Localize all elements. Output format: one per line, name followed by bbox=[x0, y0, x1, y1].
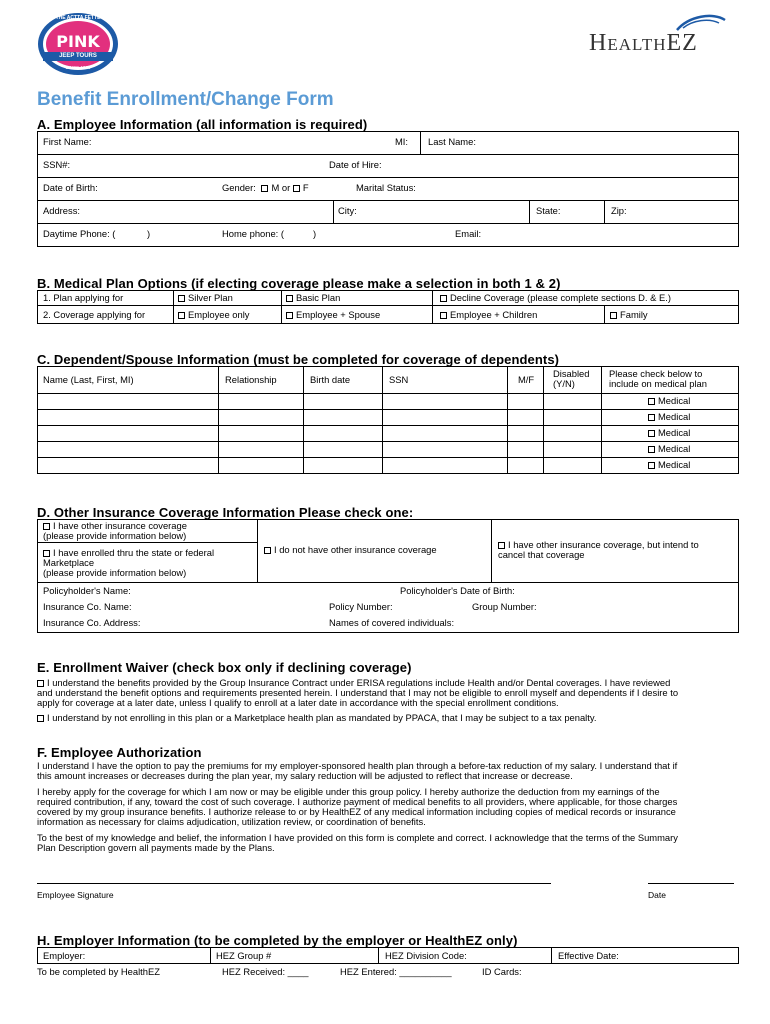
marketplace-label-2: Marketplace bbox=[43, 557, 95, 568]
gender-m-checkbox[interactable] bbox=[261, 185, 268, 192]
hez-received-field[interactable]: HEZ Received: ____ bbox=[222, 966, 309, 977]
coverage-applying-label: 2. Coverage applying for bbox=[43, 309, 146, 320]
employee-only-checkbox[interactable] bbox=[178, 312, 185, 319]
date-line[interactable] bbox=[648, 883, 734, 884]
authorization-p2-l4: information as necessary for claims adjudication, utilization review, or coordination of benefits. bbox=[37, 816, 426, 827]
decline-coverage-checkbox[interactable] bbox=[440, 295, 447, 302]
gender-f-label: F bbox=[302, 182, 309, 193]
medical-checkbox-4[interactable] bbox=[648, 446, 655, 453]
basic-plan-option[interactable] bbox=[286, 292, 340, 303]
header-relationship: Relationship bbox=[225, 374, 277, 385]
marketplace-label: I have enrolled thru the state or federal bbox=[53, 547, 215, 558]
header-disabled-yn: (Y/N) bbox=[553, 378, 575, 389]
decline-coverage-label: Decline Coverage (please complete sections D. & E.) bbox=[450, 292, 671, 303]
hez-group-field[interactable]: HEZ Group # bbox=[216, 950, 272, 961]
medical-checkbox-1[interactable] bbox=[648, 398, 655, 405]
cancel-coverage-label: I have other insurance coverage, but intend to bbox=[508, 539, 699, 550]
mi-field[interactable]: MI: bbox=[395, 136, 409, 147]
gender-label: Gender: bbox=[222, 182, 256, 193]
header-mf: M/F bbox=[518, 374, 535, 385]
hez-entered-field[interactable]: HEZ Entered: __________ bbox=[340, 966, 452, 977]
daytime-phone-field[interactable]: Daytime Phone: ( bbox=[43, 228, 116, 239]
signature-label: Employee Signature bbox=[37, 890, 114, 900]
no-other-coverage-checkbox[interactable] bbox=[264, 547, 271, 554]
hez-division-field[interactable]: HEZ Division Code: bbox=[385, 950, 467, 961]
medical-label-4: Medical bbox=[658, 443, 691, 454]
medical-label-5: Medical bbox=[658, 459, 691, 470]
no-other-coverage-label: I do not have other insurance coverage bbox=[274, 544, 437, 555]
zip-field[interactable]: Zip: bbox=[611, 205, 627, 216]
medical-checkbox-5[interactable] bbox=[648, 462, 655, 469]
other-coverage-checkbox[interactable] bbox=[43, 523, 50, 530]
medical-label-3: Medical bbox=[658, 427, 691, 438]
home-phone-close: ) bbox=[313, 228, 317, 239]
date-of-hire-field[interactable]: Date of Hire: bbox=[329, 159, 382, 170]
cancel-coverage-label-2: cancel that coverage bbox=[498, 549, 585, 560]
covered-individuals-field[interactable]: Names of covered individuals: bbox=[329, 617, 455, 628]
id-cards-field[interactable]: ID Cards: bbox=[482, 966, 522, 977]
header-ssn: SSN bbox=[389, 374, 409, 385]
employer-field[interactable]: Employer: bbox=[43, 950, 86, 961]
ssn-field[interactable]: SSN#: bbox=[43, 159, 71, 170]
authorization-p2-l2: required contribution, if any, toward the cost of such coverage. I authorize payment of medical benefits to all providers, where applicable, for those charges bbox=[37, 796, 678, 807]
waiver-text-2: I understand by not enrolling in this plan or a Marketplace health plan as mandated by PPACA, that I may be subject to a tax penalty. bbox=[47, 712, 597, 723]
decline-coverage-option[interactable] bbox=[440, 292, 671, 303]
daytime-phone-close: ) bbox=[147, 228, 151, 239]
pink-logo-main-text: PINK bbox=[56, 32, 100, 51]
other-coverage-note: (please provide information below) bbox=[43, 530, 187, 541]
silver-plan-label: Silver Plan bbox=[188, 292, 233, 303]
waiver-option-2[interactable] bbox=[37, 712, 596, 723]
medical-label-1: Medical bbox=[658, 395, 691, 406]
waiver-text-1b: and understand the benefit options and requirements presented herein. I understand that I may not be eligible to enroll myself and dependents if I desire to bbox=[37, 687, 679, 698]
date-label: Date bbox=[648, 890, 666, 900]
pink-jeep-logo bbox=[37, 12, 119, 76]
waiver-checkbox-2[interactable] bbox=[37, 715, 44, 722]
state-field[interactable]: State: bbox=[536, 205, 561, 216]
gender-field bbox=[222, 182, 309, 193]
waiver-text-1c: apply for coverage at a later date, unless I qualify to enroll at a later date in accordance with the special enrollment conditions. bbox=[37, 697, 559, 708]
family-option[interactable] bbox=[610, 309, 648, 320]
pink-logo-sub-text: JEEP TOURS bbox=[59, 53, 97, 59]
healthez-logo-text: HealthEZ bbox=[589, 30, 698, 56]
employee-children-label: Employee + Children bbox=[450, 309, 538, 320]
medical-option-1[interactable] bbox=[648, 395, 690, 406]
no-other-coverage-option[interactable] bbox=[264, 544, 437, 555]
healthez-logo bbox=[585, 14, 735, 56]
family-checkbox[interactable] bbox=[610, 312, 617, 319]
basic-plan-label: Basic Plan bbox=[296, 292, 341, 303]
section-d-heading: D. Other Insurance Coverage Information Please check one: bbox=[37, 505, 414, 520]
family-label: Family bbox=[620, 309, 648, 320]
employee-children-checkbox[interactable] bbox=[440, 312, 447, 319]
marital-status-field[interactable]: Marital Status: bbox=[356, 182, 416, 193]
marketplace-checkbox[interactable] bbox=[43, 550, 50, 557]
authorization-p3-l1: To the best of my knowledge and belief, the information I have provided on this form is complete and correct. I acknowledge that the terms of the Summary bbox=[37, 832, 678, 843]
policyholder-dob-field[interactable]: Policyholder's Date of Birth: bbox=[400, 585, 515, 596]
section-a-heading: A. Employee Information (all information is required) bbox=[37, 117, 368, 132]
group-number-field[interactable]: Group Number: bbox=[472, 601, 537, 612]
header-disabled: Disabled bbox=[553, 368, 590, 379]
first-name-field[interactable]: First Name: bbox=[43, 136, 92, 147]
section-c-heading: C. Dependent/Spouse Information (must be completed for coverage of dependents) bbox=[37, 352, 560, 367]
header-birth-date: Birth date bbox=[310, 374, 351, 385]
authorization-p1-l1: I understand I have the option to pay the premiums for my employer-sponsored health plan through a before-tax reduction of my salary. I understand that if bbox=[37, 760, 678, 771]
authorization-p2-l3: covered by my group insurance benefits. I authorize release to or by HealthEZ of any medical information including copies of medical records or insurance bbox=[37, 806, 676, 817]
employee-spouse-checkbox[interactable] bbox=[286, 312, 293, 319]
insurance-name-field[interactable]: Insurance Co. Name: bbox=[43, 601, 132, 612]
silver-plan-checkbox[interactable] bbox=[178, 295, 185, 302]
address-field[interactable]: Address: bbox=[43, 205, 80, 216]
page-title: Benefit Enrollment/Change Form bbox=[37, 89, 334, 110]
header-check-below: Please check below to bbox=[609, 368, 703, 379]
home-phone-field[interactable]: Home phone: ( bbox=[222, 228, 285, 239]
authorization-p3-l2: Plan Description govern all payments made by the Plans. bbox=[37, 842, 275, 853]
employee-spouse-option[interactable] bbox=[286, 309, 380, 320]
section-h-heading: H. Employer Information (to be completed by the employer or HealthEZ only) bbox=[37, 933, 518, 948]
gender-m-label: M bbox=[271, 182, 280, 193]
header-name: Name (Last, First, MI) bbox=[43, 374, 134, 385]
employee-only-option[interactable] bbox=[178, 309, 250, 320]
medical-checkbox-2[interactable] bbox=[648, 414, 655, 421]
employee-children-option[interactable] bbox=[440, 309, 537, 320]
medical-option-3[interactable] bbox=[648, 427, 690, 438]
header-include-medical: include on medical plan bbox=[609, 378, 707, 389]
completed-by-label: To be completed by HealthEZ bbox=[37, 966, 160, 977]
waiver-text-1: I understand the benefits provided by the Group Insurance Contract under ERISA regulations include Health and/or Dental coverages. I have reviewed bbox=[47, 677, 671, 688]
email-field[interactable]: Email: bbox=[455, 228, 482, 239]
effective-date-field[interactable]: Effective Date: bbox=[558, 950, 619, 961]
employee-only-label: Employee only bbox=[188, 309, 250, 320]
authorization-p1-l2: this amount increases or decreases during the plan year, my salary reduction will be adjusted to reflect that increase or decrease. bbox=[37, 770, 573, 781]
signature-line[interactable] bbox=[37, 883, 551, 884]
pink-logo-top-text: THE ACTTA FETTE bbox=[55, 15, 101, 21]
employee-spouse-label: Employee + Spouse bbox=[296, 309, 381, 320]
dob-field[interactable]: Date of Birth: bbox=[43, 182, 98, 193]
pink-logo-bottom-text: SINCE 1960 bbox=[65, 65, 91, 70]
policy-number-field[interactable]: Policy Number: bbox=[329, 601, 393, 612]
other-coverage-label: I have other insurance coverage bbox=[53, 520, 187, 531]
section-f-heading: F. Employee Authorization bbox=[37, 745, 202, 760]
medical-option-4[interactable] bbox=[648, 443, 690, 454]
medical-option-2[interactable] bbox=[648, 411, 690, 422]
section-b-heading: B. Medical Plan Options (if electing coverage please make a selection in both 1 & 2) bbox=[37, 276, 561, 291]
medical-option-5[interactable] bbox=[648, 459, 690, 470]
silver-plan-option[interactable] bbox=[178, 292, 233, 303]
medical-label-2: Medical bbox=[658, 411, 691, 422]
cancel-coverage-checkbox[interactable] bbox=[498, 542, 505, 549]
city-field[interactable]: City: bbox=[338, 205, 357, 216]
insurance-address-field[interactable]: Insurance Co. Address: bbox=[43, 617, 141, 628]
waiver-checkbox-1[interactable] bbox=[37, 680, 44, 687]
policyholder-name-field[interactable]: Policyholder's Name: bbox=[43, 585, 131, 596]
section-e-heading: E. Enrollment Waiver (check box only if declining coverage) bbox=[37, 660, 412, 675]
medical-checkbox-3[interactable] bbox=[648, 430, 655, 437]
gender-f-checkbox[interactable] bbox=[293, 185, 300, 192]
authorization-p2-l1: I hereby apply for the coverage for which I am now or may be eligible under this group policy. I hereby authorize the deduction from my earnings of the bbox=[37, 786, 660, 797]
last-name-field[interactable]: Last Name: bbox=[428, 136, 476, 147]
plan-applying-label: 1. Plan applying for bbox=[43, 292, 124, 303]
basic-plan-checkbox[interactable] bbox=[286, 295, 293, 302]
gender-or-text: or bbox=[281, 182, 291, 193]
marketplace-note: (please provide information below) bbox=[43, 567, 187, 578]
